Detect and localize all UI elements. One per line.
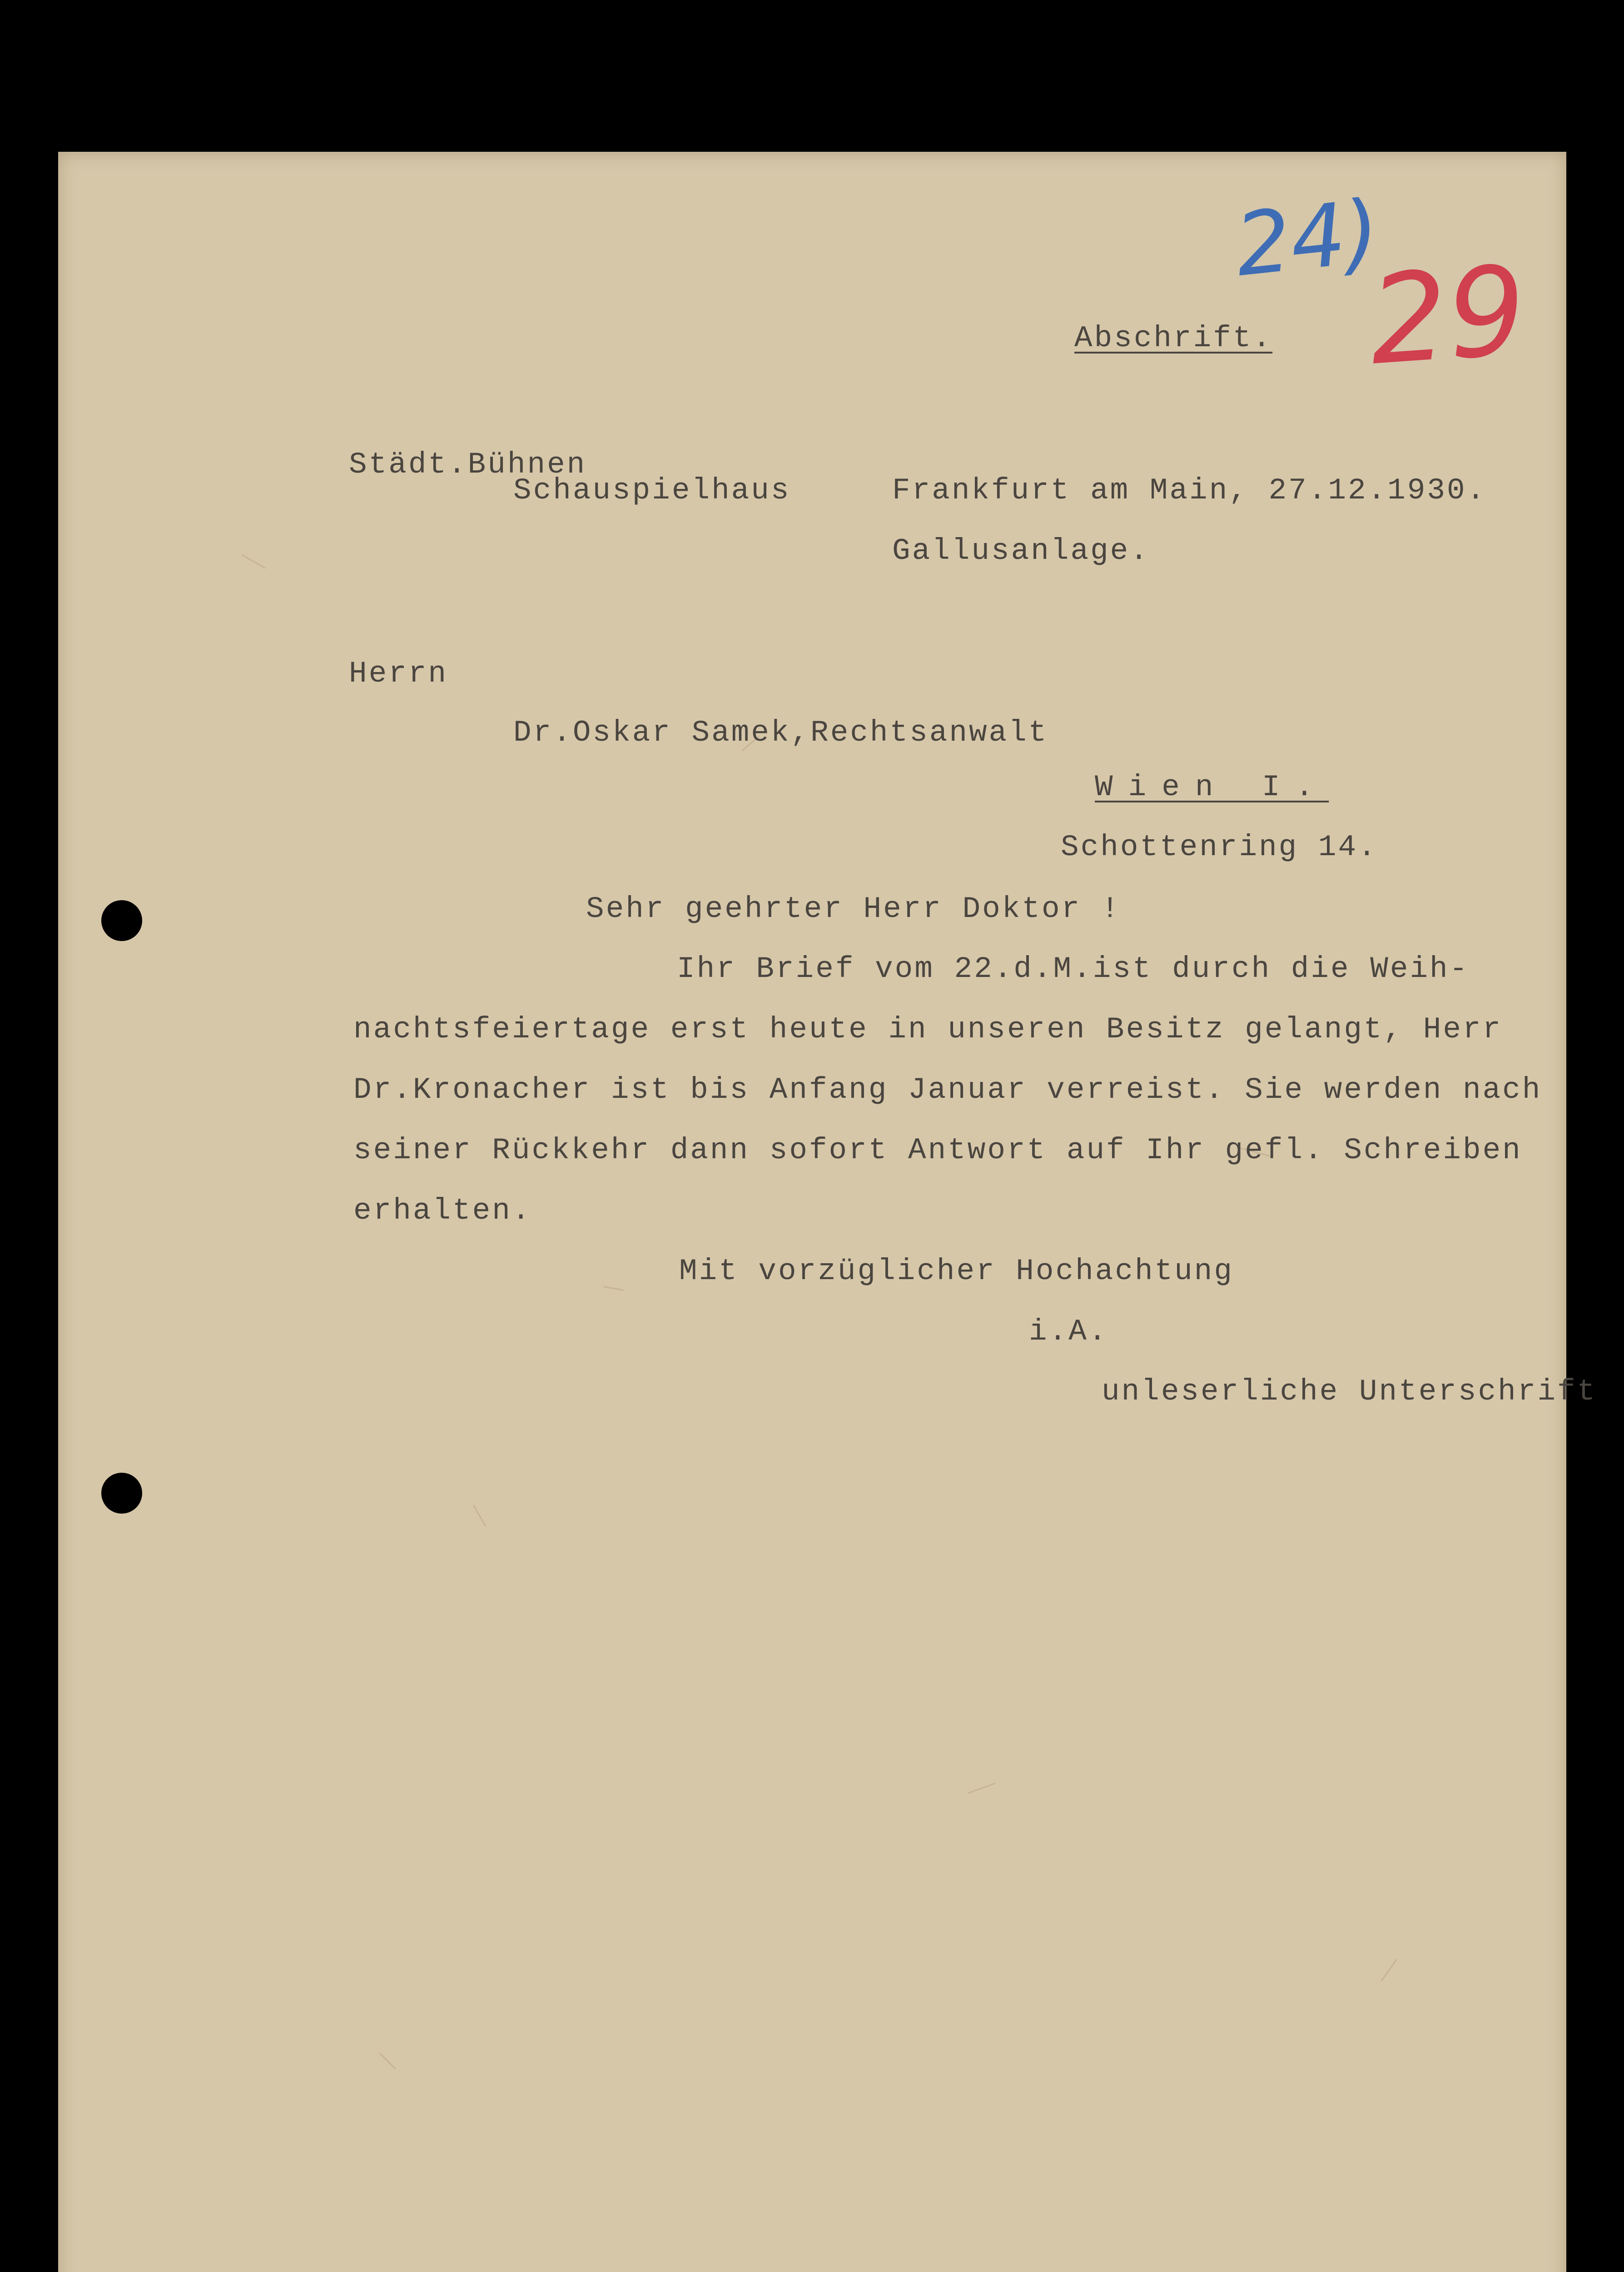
body-line-4: seiner Rückkehr dann sofort Antwort auf Ihr gefl. Schreiben [353,1133,1522,1167]
closing: Mit vorzüglicher Hochachtung [679,1254,1234,1288]
body-line-2: nachtsfeiertage erst heute in unseren Besitz gelangt, Herr [353,1012,1503,1046]
recipient-name: Dr.Oskar Samek,Rechtsanwalt [513,716,1048,750]
sender-line-1: Städt.Bühnen [349,448,587,482]
document-heading: Abschrift. [1074,321,1273,355]
body-line-1: Ihr Brief vom 22.d.M.ist durch die Weih- [677,952,1470,986]
archive-number-red: 29 [1365,239,1531,393]
sender-line-2: Schauspielhaus [513,473,791,508]
signature-note: unleserliche Unterschrift [1102,1375,1597,1409]
recipient-street: Schottenring 14. [1061,830,1378,864]
archive-number-blue: 24) [1231,181,1384,296]
recipient-city: Wien I. [1095,770,1329,804]
punch-hole-bottom [101,1473,142,1514]
body-line-5: erhalten. [353,1194,532,1228]
address-street: Gallusanlage. [892,534,1150,568]
place-date: Frankfurt am Main, 27.12.1930. [892,473,1487,508]
paper-sheet [58,152,1566,2272]
ia-abbrev: i.A. [1029,1315,1108,1349]
greeting: Sehr geehrter Herr Doktor ! [586,892,1121,926]
body-line-3: Dr.Kronacher ist bis Anfang Januar verreist. Sie werden nach [353,1073,1542,1107]
recipient-salutation: Herrn [349,657,448,691]
punch-hole-top [101,900,142,941]
